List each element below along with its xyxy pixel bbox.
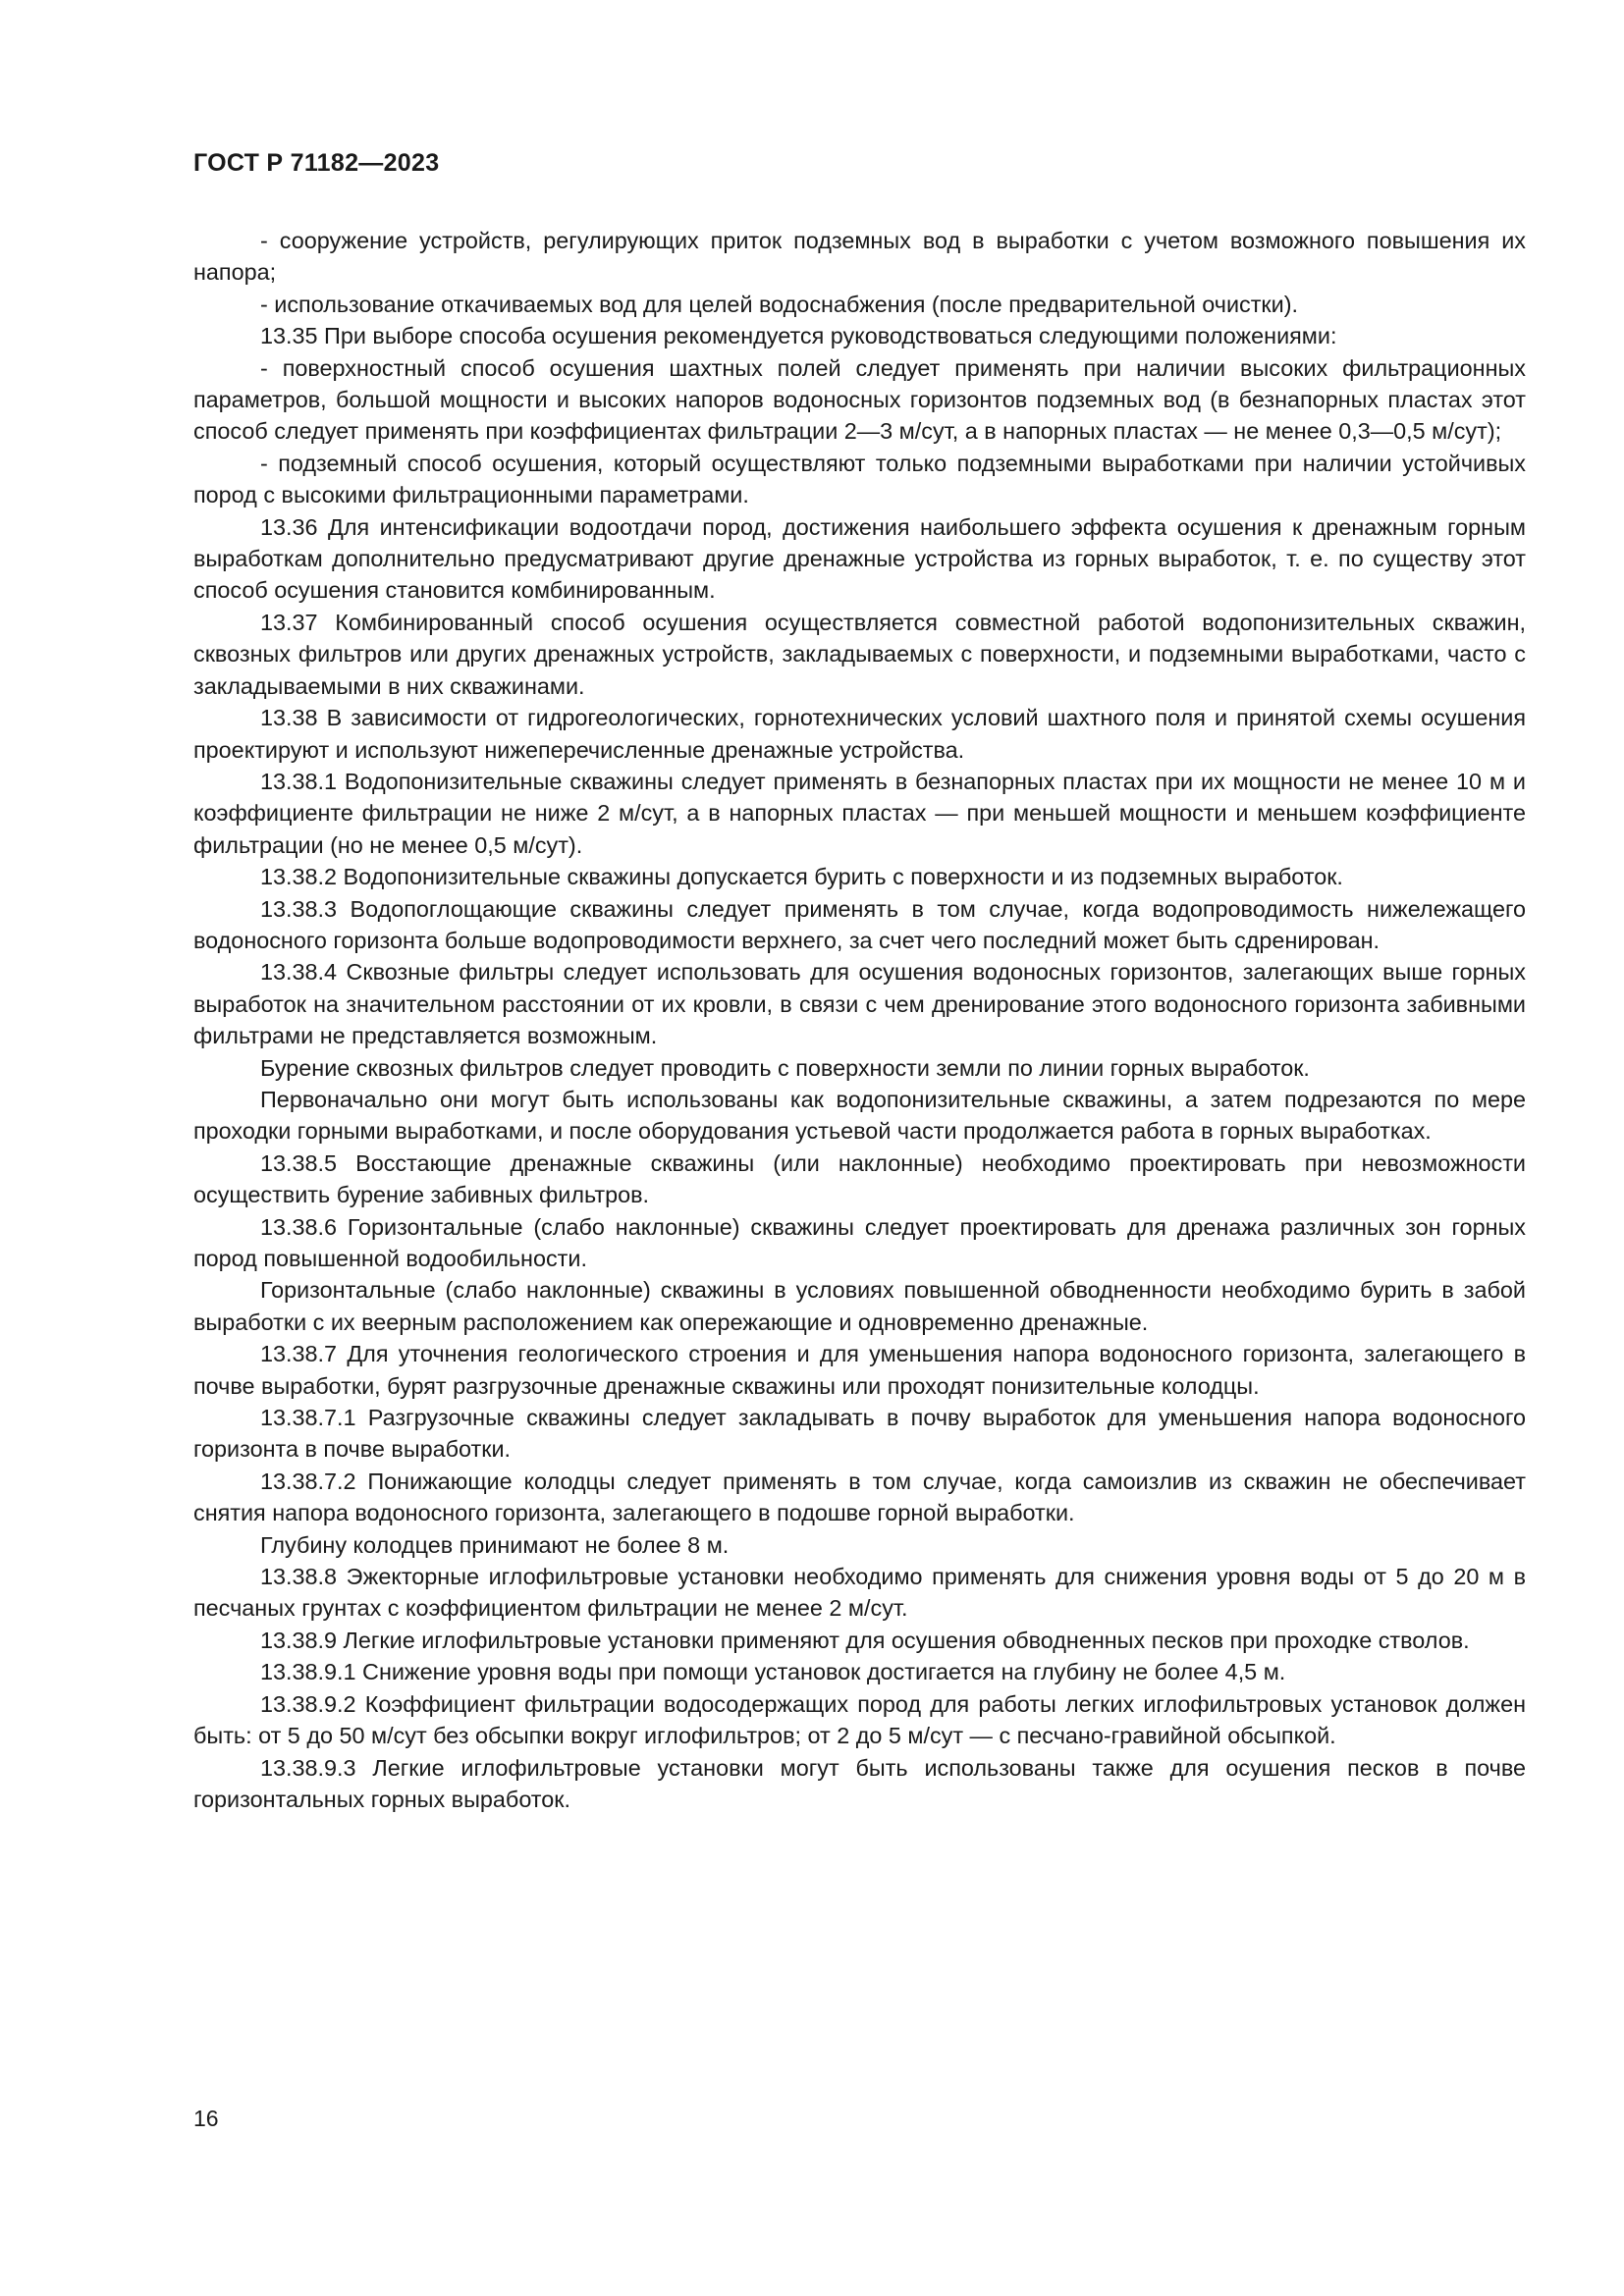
paragraph: 13.38.8 Эжекторные иглофильтровые установки необходимо применять для снижения уровня воды от 5 до 20 м в песчаных грунтах с коэффициентом фильтрации не менее 2 м/сут. (193, 1564, 1526, 1622)
paragraph: 13.38.7.2 Понижающие колодцы следует применять в том случае, когда самоизлив из скважин не обеспечивает снятия напора водоносного горизонта, залегающего в подошве горной выработки. (193, 1468, 1526, 1526)
paragraph: Первоначально они могут быть использованы как водопонизительные скважины, а затем подрезаются по мере проходки горными выработками, и после оборудования устьевой части продолжается работа в горных выработках. (193, 1086, 1526, 1145)
paragraph: 13.38.1 Водопонизительные скважины следует применять в безнапорных пластах при их мощности не менее 10 м и коэффициенте фильтрации не ниже 2 м/сут, а в напорных пластах — при меньшей мощности и меньшем коэффициенте фильтрации (но не менее 0,5 м/сут). (193, 768, 1526, 858)
paragraph: Горизонтальные (слабо наклонные) скважины в условиях повышенной обводненности необходимо бурить в забой выработки с их веерным расположением как опережающие и одновременно дренажные. (193, 1277, 1526, 1335)
paragraph: 13.38.7 Для уточнения геологического строения и для уменьшения напора водоносного горизонта, залегающего в почве выработки, бурят разгрузочные дренажные скважины или проходят понизительные колодцы. (193, 1341, 1526, 1399)
paragraph: Глубину колодцев принимают не более 8 м. (260, 1531, 730, 1558)
paragraph: - поверхностный способ осушения шахтных полей следует применять при наличии высоких фильтрационных параметров, большой мощности и высоких напоров водоносных горизонтов подземных вод (в безнапорных пластах этот способ следует применять при коэффициентах фильтрации 2—3 м/сут, а в напорных пластах — не менее 0,3—0,5 м/сут); (193, 354, 1526, 445)
paragraph: 13.38.3 Водопоглощающие скважины следует применять в том случае, когда водопроводимость нижележащего водоносного горизонта больше водопроводимости верхнего, за счет чего последний может быть сдренирован. (193, 895, 1526, 953)
paragraph: Бурение сквозных фильтров следует проводить с поверхности земли по линии горных выработок. (260, 1054, 1310, 1081)
paragraph: 13.38.9 Легкие иглофильтровые установки применяют для осушения обводненных песков при проходке стволов. (260, 1627, 1470, 1653)
paragraph: 13.38.5 Восстающие дренажные скважины (или наклонные) необходимо проектировать при невозможности осуществить бурение забивных фильтров. (193, 1149, 1526, 1208)
paragraph: - сооружение устройств, регулирующих приток подземных вод в выработки с учетом возможного повышения их напора; (193, 228, 1526, 286)
paragraph: 13.38.6 Горизонтальные (слабо наклонные) скважины следует проектировать для дренажа различных зон горных пород повышенной водообильности. (193, 1213, 1526, 1271)
paragraph: - использование откачиваемых вод для целей водоснабжения (после предварительной очистки). (260, 291, 1299, 317)
paragraph: 13.37 Комбинированный способ осушения осуществляется совместной работой водопонизительных скважин, сквозных фильтров или других дренажных устройств, закладываемых с поверхности, и подземными выработками, часто с закладываемыми в них скважинами. (193, 609, 1526, 699)
paragraph: 13.38.9.1 Снижение уровня воды при помощи установок достигается на глубину не более 4,5 м. (260, 1659, 1286, 1685)
paragraph: - подземный способ осушения, который осуществляют только подземными выработками при наличии устойчивых пород с высокими фильтрационными параметрами. (193, 450, 1526, 508)
paragraph: 13.38.4 Сквозные фильтры следует использовать для осушения водоносных горизонтов, залегающих выше горных выработок на значительном расстоянии от их кровли, в связи с чем дренирование этого водоносного горизонта забивными фильтрами не представляется возможным. (193, 959, 1526, 1049)
paragraph: 13.35 При выборе способа осушения рекомендуется руководствоваться следующими положениями: (260, 323, 1337, 349)
document-body (193, 225, 1526, 1815)
paragraph: 13.36 Для интенсификации водоотдачи пород, достижения наибольшего эффекта осушения к дренажным горным выработкам дополнительно предусматривают другие дренажные устройства из горных выработок, т. е. по существу этот способ осушения становится комбинированным. (193, 513, 1526, 604)
paragraph: 13.38.9.3 Легкие иглофильтровые установки могут быть использованы также для осушения песков в почве горизонтальных горных выработок. (193, 1754, 1526, 1812)
paragraph: 13.38.7.1 Разгрузочные скважины следует закладывать в почву выработок для уменьшения напора водоносного горизонта в почве выработки. (193, 1405, 1526, 1463)
paragraph: 13.38.9.2 Коэффициент фильтрации водосодержащих пород для работы легких иглофильтровых установок должен быть: от 5 до 50 м/сут без обсыпки вокруг иглофильтров; от 2 до 5 м/сут — с песчано-гравийной обсыпкой. (193, 1690, 1526, 1749)
document-header: ГОСТ Р 71182—2023 (193, 149, 440, 177)
paragraph: 13.38 В зависимости от гидрогеологических, горнотехнических условий шахтного поля и принятой схемы осушения проектируют и используют нижеперечисленные дренажные устройства. (193, 705, 1526, 763)
paragraph: 13.38.2 Водопонизительные скважины допускается бурить с поверхности и из подземных выработок. (260, 864, 1343, 890)
page-number: 16 (193, 2106, 219, 2131)
